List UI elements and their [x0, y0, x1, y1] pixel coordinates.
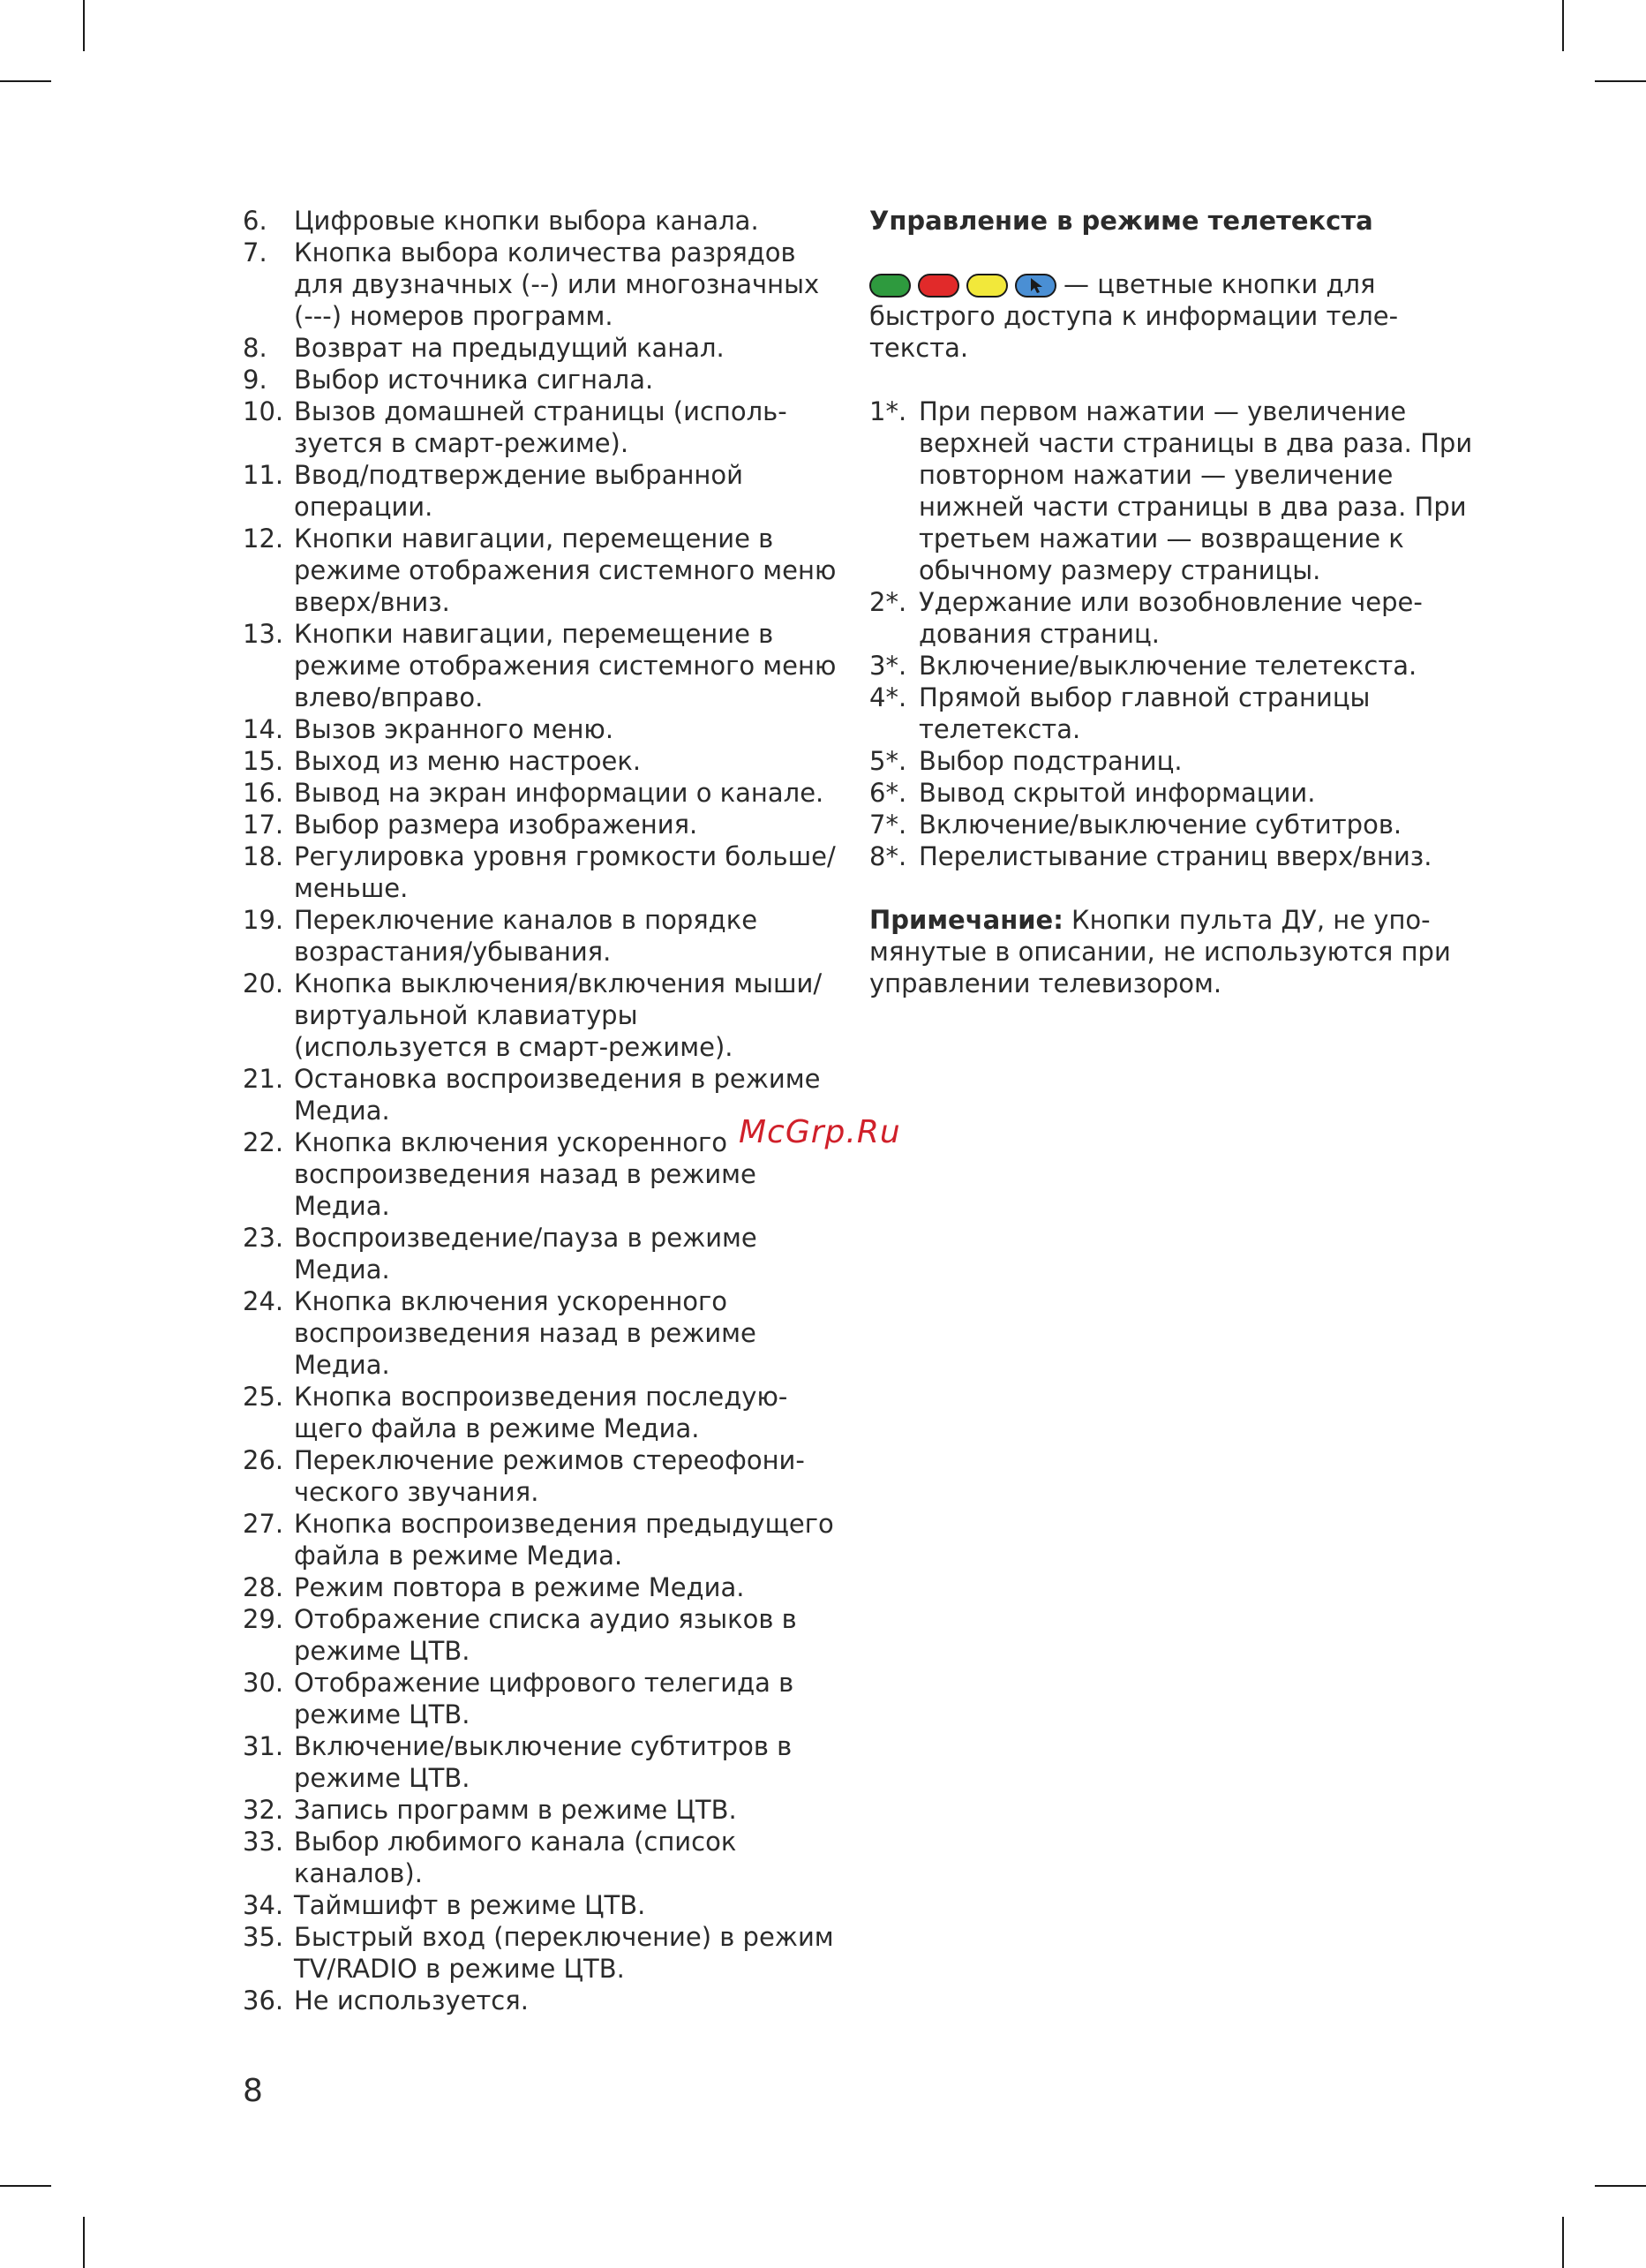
- item-number: 29.: [243, 1604, 284, 1634]
- list-item: [243, 1667, 838, 1730]
- item-number: 6.: [243, 206, 267, 236]
- list-item: [243, 364, 838, 396]
- crop-mark: [0, 2185, 51, 2187]
- item-text: Кнопки навигации, перемещение в режиме отображения системного меню вверх/вниз.: [294, 524, 837, 617]
- item-number: 28.: [243, 1572, 284, 1602]
- list-item: [243, 237, 838, 332]
- item-text: Выбор размера изображения.: [294, 810, 698, 840]
- item-text: Включение/выключение субтитров.: [919, 810, 1402, 840]
- crop-mark: [1595, 80, 1646, 82]
- item-number: 25.: [243, 1382, 284, 1412]
- crop-mark: [83, 0, 85, 51]
- list-item: [869, 682, 1478, 745]
- item-number: 32.: [243, 1795, 284, 1825]
- crop-mark: [1595, 2185, 1646, 2187]
- item-text: Вывод скрытой информации.: [919, 778, 1316, 808]
- item-number: 21.: [243, 1064, 284, 1094]
- left-column: [243, 205, 838, 2016]
- list-item: [243, 1285, 838, 1381]
- list-item: [243, 1571, 838, 1603]
- item-number: 14.: [243, 714, 284, 744]
- list-item: [243, 968, 838, 1063]
- item-number: 3*.: [869, 651, 907, 681]
- list-item: [243, 1222, 838, 1285]
- list-item: [243, 1381, 838, 1444]
- list-item: [869, 777, 1478, 809]
- list-item: [243, 332, 838, 364]
- item-text: Кнопка выбора количества разрядов для двузначных (--) или многозначных (---) номеров программ.: [294, 237, 820, 331]
- note-text: Кнопки пульта ДУ, не упомянутые в описании, не используются при управлении телевизором.: [869, 905, 1451, 998]
- list-item: [243, 713, 838, 745]
- item-number: 8*.: [869, 841, 907, 871]
- list-item: [243, 618, 838, 713]
- item-text: Кнопка включения ускоренного воспроизведения назад в режиме Медиа.: [294, 1286, 756, 1380]
- cursor-arrow-icon: [1029, 277, 1045, 295]
- item-number: 8.: [243, 333, 267, 363]
- item-number: 33.: [243, 1827, 284, 1857]
- item-text: Кнопки навигации, перемещение в режиме отображения системного меню влево/вправо.: [294, 619, 837, 712]
- remote-buttons-list: [243, 205, 838, 2016]
- teletext-buttons-list: [869, 396, 1478, 872]
- item-text: Отображение цифрового телегида в режиме ЦТВ.: [294, 1668, 794, 1729]
- item-number: 34.: [243, 1890, 284, 1920]
- list-item: [869, 745, 1478, 777]
- yellow-key-icon: [966, 274, 1008, 298]
- note-label: Примечание:: [869, 905, 1064, 935]
- list-item: [243, 809, 838, 840]
- item-number: 4*.: [869, 682, 907, 712]
- page-number: 8: [243, 2073, 263, 2109]
- item-number: 2*.: [869, 587, 907, 617]
- item-number: 11.: [243, 460, 284, 490]
- item-text: Ввод/подтверждение выбранной операции.: [294, 460, 743, 522]
- item-text: Отображение списка аудио языков в режиме ЦТВ.: [294, 1604, 797, 1666]
- item-number: 22.: [243, 1127, 284, 1157]
- item-text: Режим повтора в режиме Медиа.: [294, 1572, 745, 1602]
- item-text: Воспроизведение/пауза в режиме Медиа.: [294, 1223, 757, 1285]
- item-number: 24.: [243, 1286, 284, 1316]
- item-number: 12.: [243, 524, 284, 554]
- item-number: 36.: [243, 1985, 284, 2016]
- color-keys-text: — цветные кнопки для быстрого доступа к информации телетекста.: [869, 269, 1399, 363]
- item-text: Вызов домашней страницы (используется в смарт-режиме).: [294, 396, 787, 458]
- item-text: Выбор любимого канала (список каналов).: [294, 1827, 737, 1888]
- color-keys-description: [869, 268, 1478, 364]
- list-item: [869, 396, 1478, 586]
- item-number: 5*.: [869, 746, 907, 776]
- blue-key-icon: [1015, 274, 1056, 298]
- item-text: Кнопка воспроизведения последующего файла в режиме Медиа.: [294, 1382, 788, 1443]
- item-text: Удержание или возобновление чередования страниц.: [919, 587, 1423, 649]
- item-text: Выбор источника сигнала.: [294, 365, 654, 395]
- list-item: [869, 840, 1478, 872]
- item-text: Вызов экранного меню.: [294, 714, 614, 744]
- item-number: 18.: [243, 841, 284, 871]
- list-item: [243, 1889, 838, 1921]
- crop-mark: [1562, 2217, 1564, 2268]
- list-item: [243, 523, 838, 618]
- list-item: [243, 745, 838, 777]
- item-text: Запись программ в режиме ЦТВ.: [294, 1795, 737, 1825]
- item-number: 23.: [243, 1223, 284, 1253]
- watermark: McGrp.Ru: [739, 1114, 901, 1150]
- item-text: Быстрый вход (переключение) в режим TV/RADIO в режиме ЦТВ.: [294, 1922, 834, 1984]
- list-item: [243, 1826, 838, 1889]
- list-item: [869, 586, 1478, 650]
- item-text: Кнопка воспроизведения предыдущего файла в режиме Медиа.: [294, 1509, 834, 1571]
- list-item: [243, 205, 838, 237]
- item-text: Включение/выключение телетекста.: [919, 651, 1417, 681]
- list-item: [243, 1794, 838, 1826]
- green-key-icon: [869, 274, 911, 298]
- list-item: [243, 1508, 838, 1571]
- item-number: 27.: [243, 1509, 284, 1539]
- item-number: 35.: [243, 1922, 284, 1952]
- list-item: [243, 1730, 838, 1794]
- crop-mark: [83, 2217, 85, 2268]
- teletext-heading: Управление в режиме телетекста: [869, 206, 1373, 236]
- item-text: Таймшифт в режиме ЦТВ.: [294, 1890, 646, 1920]
- item-text: Кнопка выключения/включения мыши/виртуальной клавиатуры (используется в смарт-режиме).: [294, 968, 823, 1062]
- item-number: 26.: [243, 1445, 284, 1475]
- item-text: Включение/выключение субтитров в режиме ЦТВ.: [294, 1731, 793, 1793]
- crop-mark: [1562, 0, 1564, 51]
- item-number: 1*.: [869, 396, 907, 426]
- item-text: Цифровые кнопки выбора канала.: [294, 206, 759, 236]
- item-number: 19.: [243, 905, 284, 935]
- list-item: [243, 904, 838, 968]
- item-text: Переключение режимов стереофонического звучания.: [294, 1445, 805, 1507]
- right-column: [869, 205, 1478, 999]
- item-number: 13.: [243, 619, 284, 649]
- list-item: [243, 1444, 838, 1508]
- item-number: 16.: [243, 778, 284, 808]
- list-item: [243, 777, 838, 809]
- item-text: Вывод на экран информации о канале.: [294, 778, 824, 808]
- item-text: Кнопка включения ускоренного воспроизведения назад в режиме Медиа.: [294, 1127, 756, 1221]
- red-key-icon: [918, 274, 959, 298]
- item-text: Переключение каналов в порядке возрастания/убывания.: [294, 905, 758, 967]
- item-text: Остановка воспроизведения в режиме Медиа.: [294, 1064, 821, 1126]
- item-number: 15.: [243, 746, 284, 776]
- list-item: [243, 459, 838, 523]
- item-number: 20.: [243, 968, 284, 998]
- item-number: 7.: [243, 237, 267, 267]
- list-item: [243, 840, 838, 904]
- item-text: Возврат на предыдущий канал.: [294, 333, 725, 363]
- list-item: [243, 1921, 838, 1985]
- list-item: [869, 809, 1478, 840]
- list-item: [243, 396, 838, 459]
- item-text: Выбор подстраниц.: [919, 746, 1183, 776]
- item-number: 9.: [243, 365, 267, 395]
- item-number: 30.: [243, 1668, 284, 1698]
- item-number: 7*.: [869, 810, 907, 840]
- item-number: 6*.: [869, 778, 907, 808]
- item-text: При первом нажатии — увеличение верхней части страницы в два раза. При повторном нажатии — увеличение нижней части страницы в два раза. При третьем нажатии — возвращение к обычному размеру страницы.: [919, 396, 1473, 585]
- list-item: [243, 1985, 838, 2016]
- list-item: [243, 1603, 838, 1667]
- list-item: [869, 650, 1478, 682]
- item-text: Регулировка уровня громкости больше/меньше.: [294, 841, 836, 903]
- item-text: Не используется.: [294, 1985, 529, 2016]
- item-number: 31.: [243, 1731, 284, 1761]
- item-text: Прямой выбор главной страницы телетекста.: [919, 682, 1371, 744]
- crop-mark: [0, 80, 51, 82]
- item-text: Выход из меню настроек.: [294, 746, 642, 776]
- note: [869, 904, 1478, 999]
- item-text: Перелистывание страниц вверх/вниз.: [919, 841, 1432, 871]
- item-number: 17.: [243, 810, 284, 840]
- item-number: 10.: [243, 396, 284, 426]
